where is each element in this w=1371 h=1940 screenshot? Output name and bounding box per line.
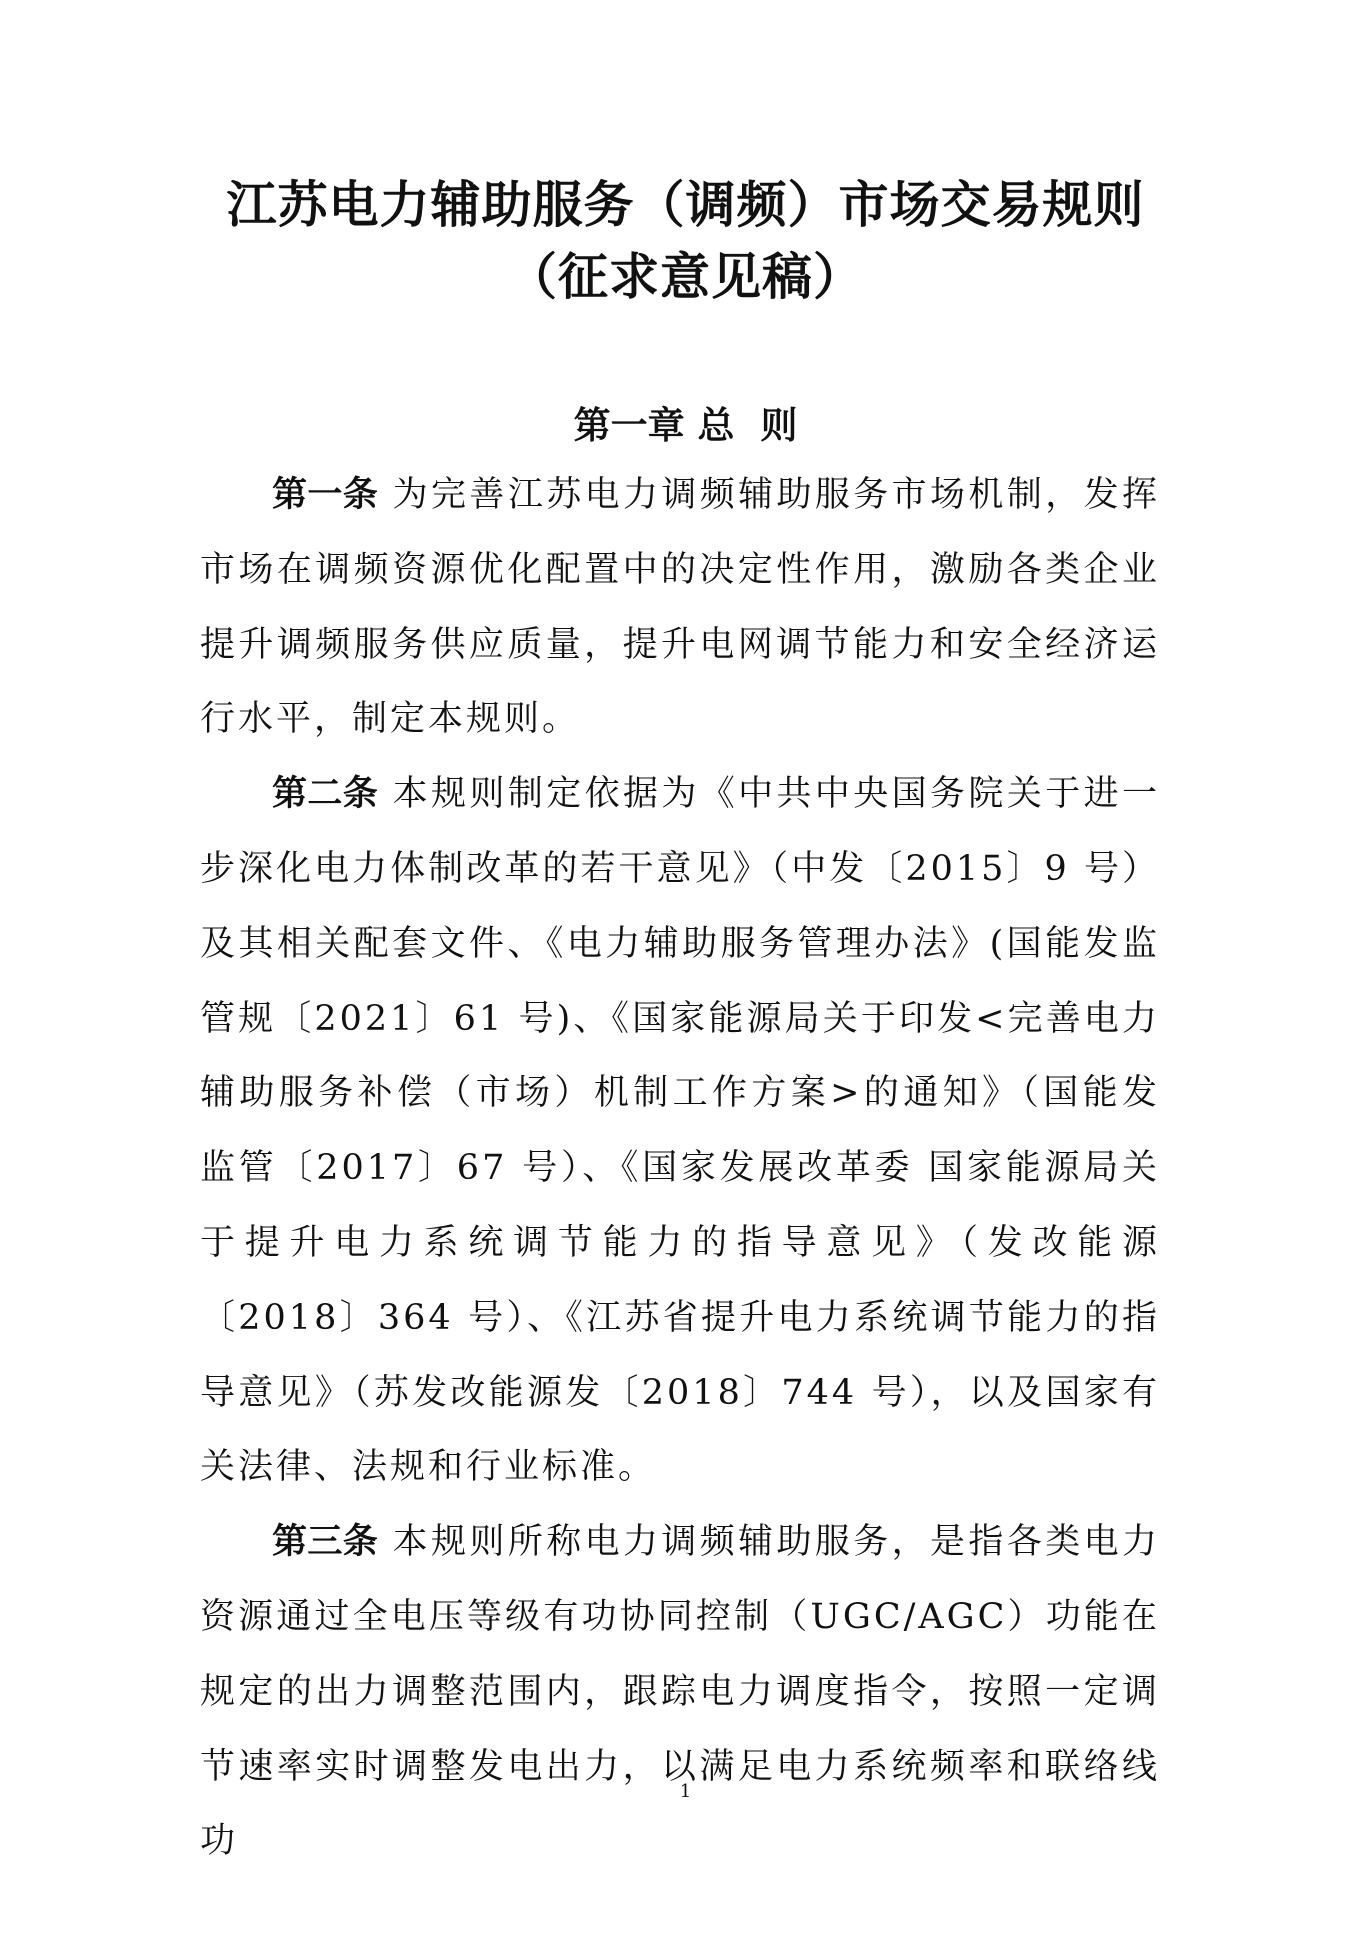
article-lead: 第二条 [272,774,379,815]
article-text: 本规则所称电力调频辅助服务，是指各类电力资源通过全电压等级有功协同控制（UGC/AGC）功能在规定的出力调整范围内，跟踪电力调度指令，按照一定调节速率实时调整发电出力，以满足电力系统频率和联络线功 [200,1522,1160,1862]
article-text: 为完善江苏电力调频辅助服务市场机制，发挥市场在调频资源优化配置中的决定性作用，激励各类企业提升调频服务供应质量，提升电网调节能力和安全经济运行水平，制定本规则。 [200,475,1160,740]
article-1 [200,458,1160,757]
chapter-heading: 第一章 总 则 [573,404,798,447]
document-title: 江苏电力辅助服务（调频）市场交易规则 [226,175,1145,234]
article-3 [200,1505,1160,1879]
document-body [200,458,1160,1879]
article-lead: 第一条 [272,475,379,515]
page-number: 1 [679,1781,692,1802]
article-text: 本规则制定依据为《中共中央国务院关于进一步深化电力体制改革的若干意见》（中发〔2015〕9 号）及其相关配套文件、《电力辅助服务管理办法》(国能发监管规〔2021〕61 号)、《国家能源局关于印发<完善电力辅助服务补偿（市场）机制工作方案>的通知》（国能发监管〔2017〕67 号）、《国家发展改革委 国家能源局关于提升电力系统调节能力的指导意见》（发改能源〔2018〕364 号）、《江苏省提升电力系统调节能力的指导意见》（苏发改能源发〔2018〕744 号），以及国家有关法律、法规和行业标准。 [200,774,1160,1488]
article-2 [200,757,1160,1505]
document-subtitle: （征求意见稿） [507,247,864,306]
article-lead: 第三条 [272,1522,379,1563]
